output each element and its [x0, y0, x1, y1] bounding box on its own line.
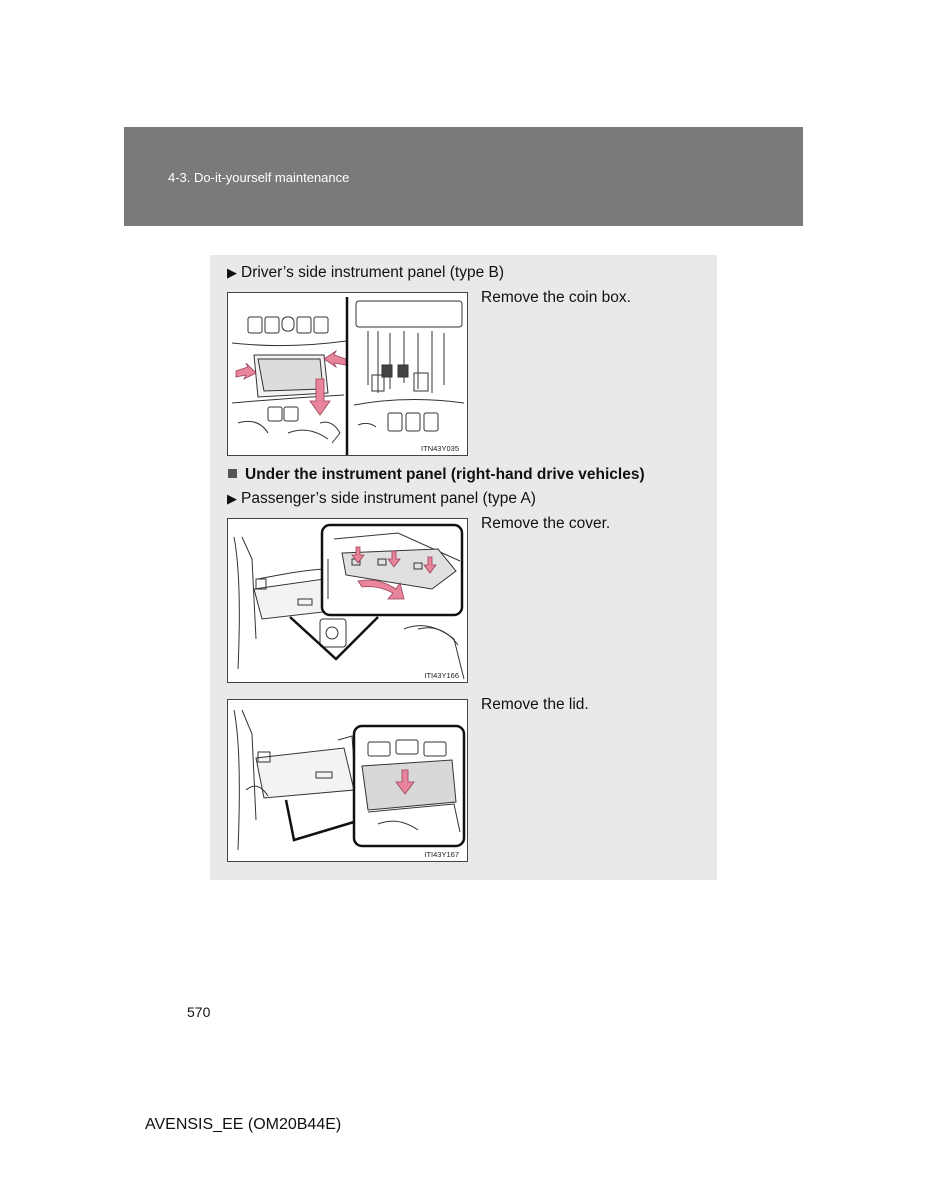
triangle-bullet-icon: ▶: [227, 265, 237, 280]
square-bullet-icon: [228, 469, 237, 478]
cover-illustration: [228, 519, 468, 683]
lid-illustration: [228, 700, 468, 862]
triangle-bullet-icon: ▶: [227, 491, 237, 506]
figure-code: ITI43Y167: [424, 850, 459, 859]
instruction-remove-cover: Remove the cover.: [481, 515, 611, 532]
instruction-remove-lid: Remove the lid.: [481, 696, 589, 713]
figure-code: ITI43Y166: [424, 671, 459, 680]
coin-box-illustration: [228, 293, 468, 456]
footer-model-code: AVENSIS_EE (OM20B44E): [145, 1116, 342, 1133]
section-title: 4-3. Do-it-yourself maintenance: [168, 170, 350, 185]
heading-under-instrument-panel: Under the instrument panel (right-hand drive vehicles): [228, 466, 645, 484]
figure-code: ITN43Y035: [421, 444, 459, 453]
heading-driver-type-b: ▶ Driver’s side instrument panel (type B): [227, 264, 505, 281]
content-panel: [210, 255, 717, 880]
figure-remove-lid: [227, 699, 468, 862]
chapter-header-bar: [124, 127, 803, 226]
instruction-remove-coin-box: Remove the coin box.: [481, 289, 631, 306]
figure-remove-cover: [227, 518, 468, 683]
page-number: 570: [187, 1004, 211, 1020]
figure-coin-box: [227, 292, 468, 456]
heading-passenger-type-a: ▶ Passenger’s side instrument panel (type A): [227, 490, 536, 507]
